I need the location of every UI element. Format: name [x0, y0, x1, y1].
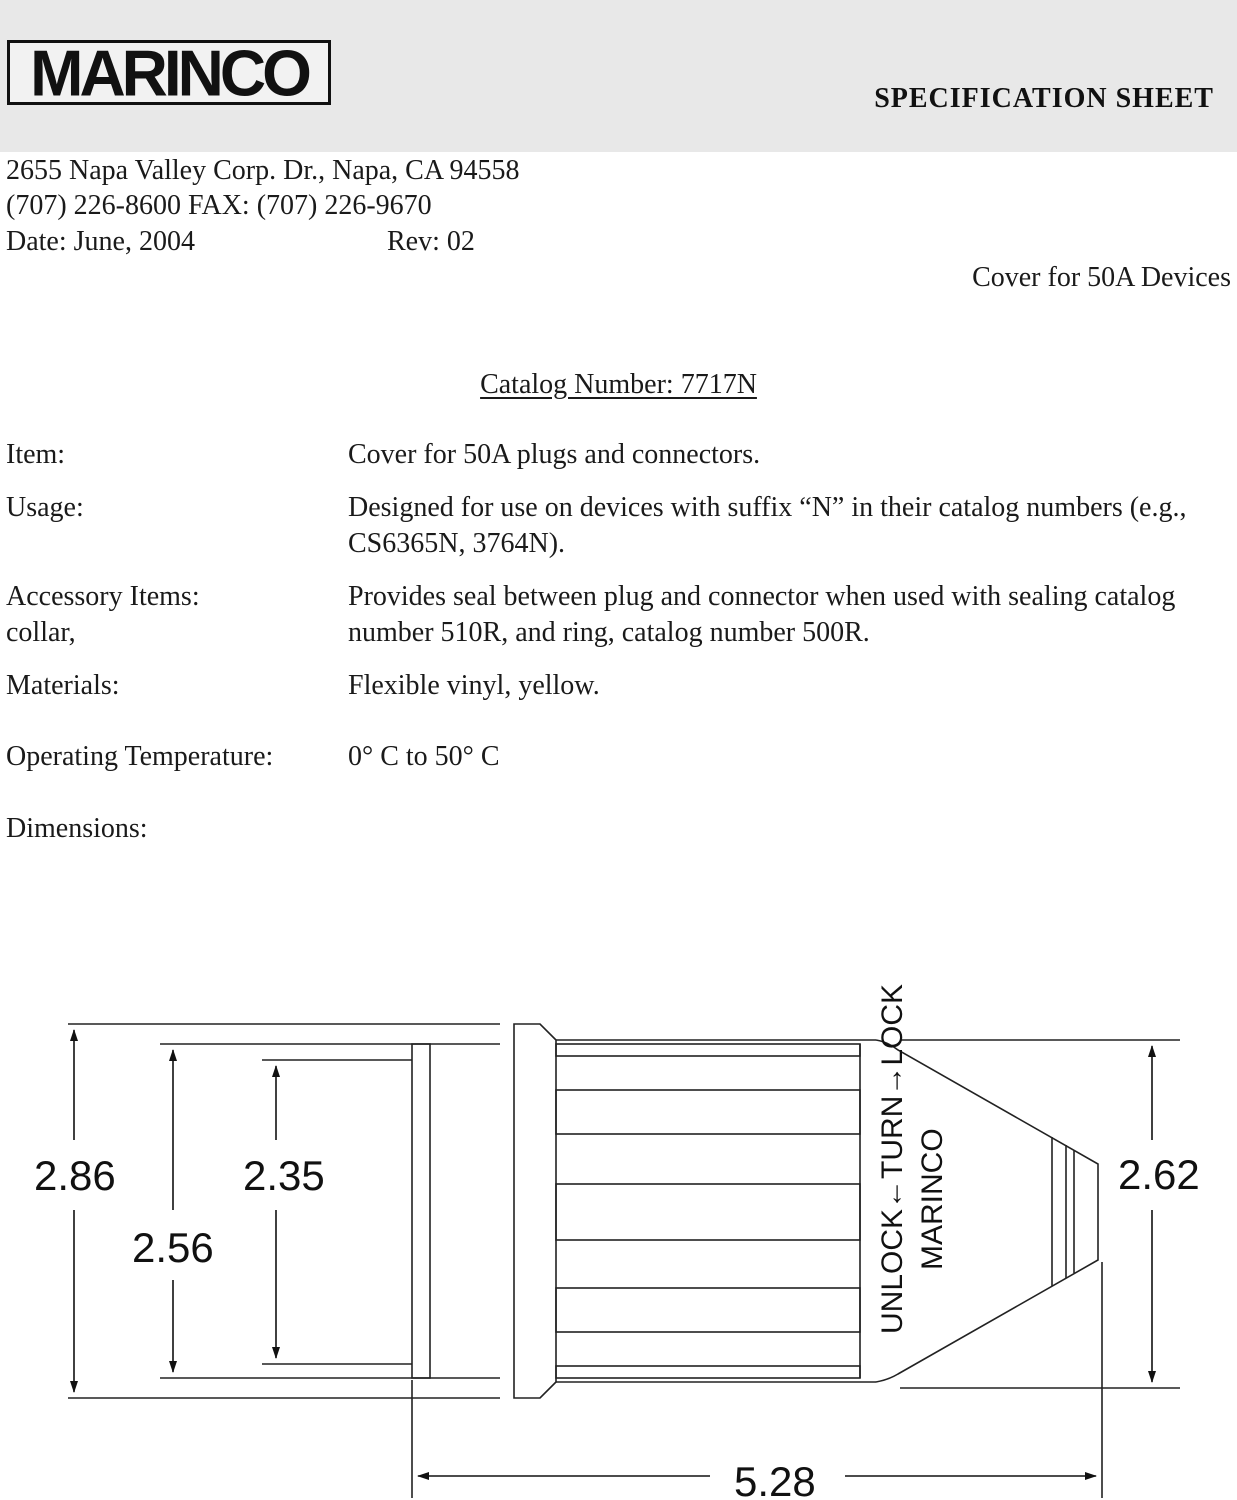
dim-256-label: 2.56 — [132, 1224, 214, 1271]
dimensions-label: Dimensions: — [6, 813, 148, 844]
dim-262-label: 2.62 — [1118, 1151, 1200, 1198]
company-address: 2655 Napa Valley Corp. Dr., Napa, CA 94558 — [6, 155, 520, 186]
item-value: Cover for 50A plugs and connectors. — [348, 439, 761, 470]
accessory-label: Accessory Items: — [6, 581, 200, 612]
materials-value: Flexible vinyl, yellow. — [348, 670, 600, 701]
marinco-marking: MARINCO — [916, 1128, 949, 1270]
accessory-label-continued: collar, — [6, 617, 76, 648]
dim-286-label: 2.86 — [34, 1152, 116, 1199]
accessory-value: Provides seal between plug and connector when used with sealing catalog number 510R, and ring, catalog number 500R. — [348, 581, 1176, 648]
logo-text: MARINCO — [30, 35, 308, 110]
cover-outline — [68, 1024, 1180, 1498]
document-date: Date: June, 2004 — [6, 226, 195, 257]
document-revision: Rev: 02 — [387, 226, 475, 257]
product-title: Cover for 50A Devices — [972, 262, 1231, 293]
dim-528-label: 5.28 — [734, 1458, 816, 1500]
spec-sheet-title: SPECIFICATION SHEET — [874, 83, 1214, 114]
temperature-label: Operating Temperature: — [6, 741, 274, 772]
item-label: Item: — [6, 439, 66, 470]
company-phone-fax: (707) 226-8600 FAX: (707) 226-9670 — [6, 190, 432, 221]
lock-marking: UNLOCK←TURN→LOCK — [876, 983, 909, 1334]
usage-value: Designed for use on devices with suffix “N” in their catalog numbers (e.g., CS6365N, 3764N). — [348, 492, 1187, 559]
temperature-value: 0° C to 50° C — [348, 741, 500, 772]
dimension-lines — [74, 1030, 1152, 1476]
materials-label: Materials: — [6, 670, 120, 701]
catalog-number: Catalog Number: 7717N — [480, 369, 757, 400]
dim-235-label: 2.35 — [243, 1152, 325, 1199]
usage-label: Usage: — [6, 492, 84, 523]
